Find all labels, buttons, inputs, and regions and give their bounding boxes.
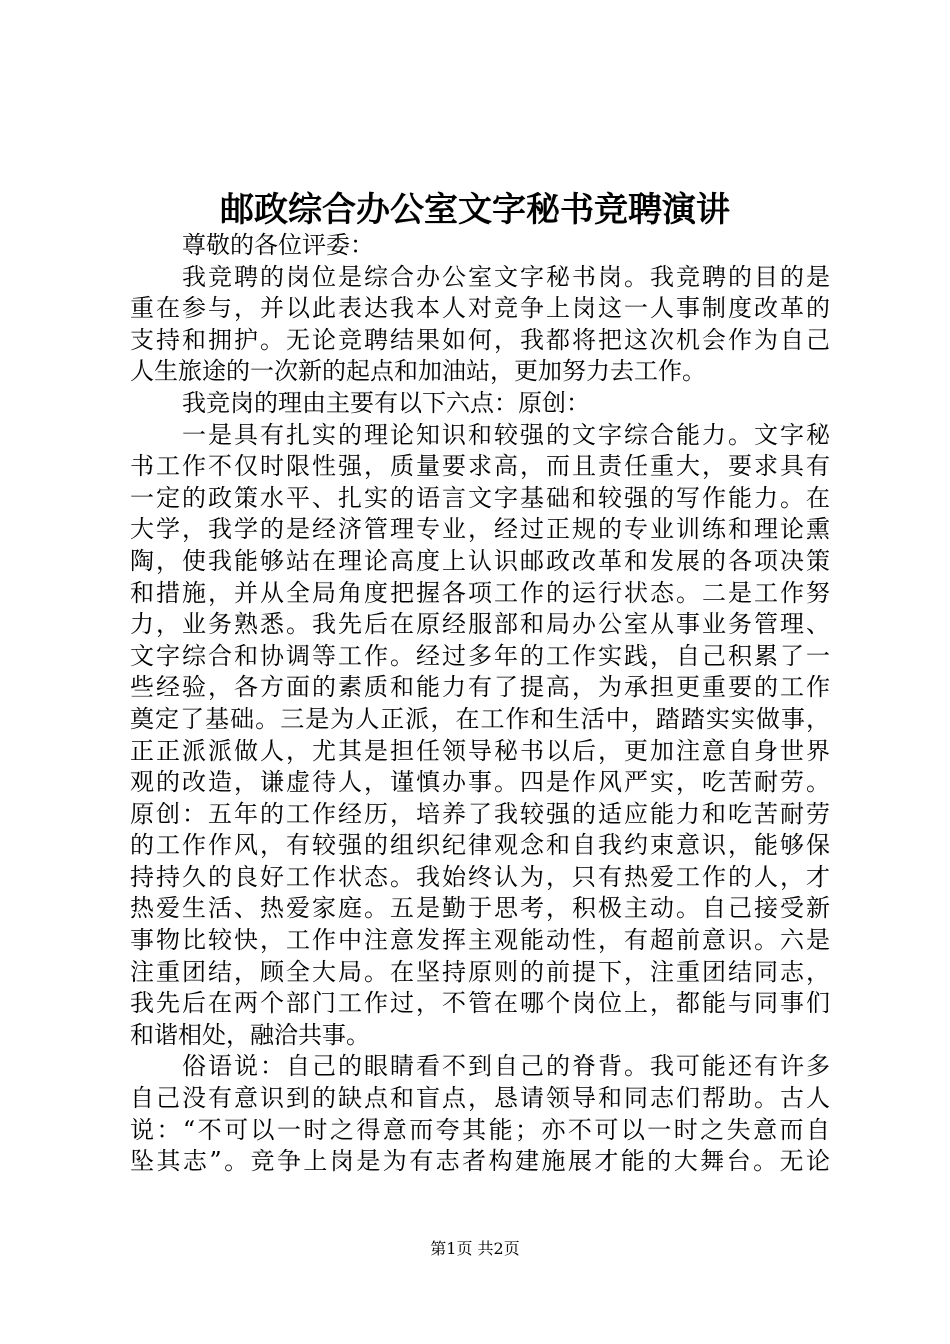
text-line: 文字综合和协调等工作。经过多年的工作实践，自己积累了一	[130, 641, 830, 670]
text-line: 观的改造，谦虚待人，谨慎办事。四是作风严实，吃苦耐劳。	[130, 768, 830, 797]
text-line: 一定的政策水平、扎实的语言文字基础和较强的写作能力。在	[130, 483, 830, 512]
text-line: 重在参与，并以此表达我本人对竞争上岗这一人事制度改革的	[130, 294, 830, 323]
text-line: 书工作不仅时限性强，质量要求高，而且责任重大，要求具有	[130, 452, 830, 481]
text-line: 俗语说：自己的眼睛看不到自己的脊背。我可能还有许多	[182, 1052, 830, 1081]
text-line: 我先后在两个部门工作过，不管在哪个岗位上，都能与同事们	[130, 989, 830, 1018]
text-line: 陶，使我能够站在理论高度上认识邮政改革和发展的各项决策	[130, 546, 830, 575]
text-line: 和谐相处，融洽共事。	[130, 1020, 370, 1049]
text-line: 尊敬的各位评委：	[182, 231, 374, 259]
text-line: 的工作作风，有较强的组织纪律观念和自我约束意识，能够保	[130, 831, 830, 860]
text-line: 正正派派做人，尤其是担任领导秘书以后，更加注意自身世界	[130, 736, 830, 765]
text-line: 原创：五年的工作经历，培养了我较强的适应能力和吃苦耐劳	[130, 799, 830, 828]
text-line: 我竞岗的理由主要有以下六点：原创：	[182, 388, 590, 417]
text-line: 力，业务熟悉。我先后在原经服部和局办公室从事业务管理、	[130, 610, 830, 639]
page-footer: 第1页 共2页	[430, 1239, 520, 1258]
text-line: 我竞聘的岗位是综合办公室文字秘书岗。我竞聘的目的是	[182, 262, 830, 291]
text-line: 自己没有意识到的缺点和盲点，恳请领导和同志们帮助。古人	[130, 1084, 830, 1113]
text-line: 奠定了基础。三是为人正派，在工作和生活中，踏踏实实做事，	[130, 704, 830, 733]
document-title: 邮政综合办公室文字秘书竞聘演讲	[220, 190, 730, 230]
text-line: 持持久的良好工作状态。我始终认为，只有热爱工作的人，才	[130, 862, 830, 891]
text-line: 注重团结，顾全大局。在坚持原则的前提下，注重团结同志，	[130, 957, 830, 986]
text-line: 热爱生活、热爱家庭。五是勤于思考，积极主动。自己接受新	[130, 894, 830, 923]
text-line: 和措施，并从全局角度把握各项工作的运行状态。二是工作努	[130, 578, 830, 607]
document-body	[130, 230, 830, 1178]
text-line: 大学，我学的是经济管理专业，经过正规的专业训练和理论熏	[130, 515, 830, 544]
text-line: 支持和拥护。无论竞聘结果如何，我都将把这次机会作为自己	[130, 325, 830, 354]
text-line: 些经验，各方面的素质和能力有了提高，为承担更重要的工作	[130, 673, 830, 702]
text-line: 坠其志”。竞争上岗是为有志者构建施展才能的大舞台。无论	[130, 1147, 830, 1176]
text-line: 人生旅途的一次新的起点和加油站，更加努力去工作。	[130, 357, 706, 386]
text-line: 事物比较快，工作中注意发挥主观能动性，有超前意识。六是	[130, 926, 830, 955]
text-line: 说：“不可以一时之得意而夸其能；亦不可以一时之失意而自	[130, 1115, 830, 1144]
text-line: 一是具有扎实的理论知识和较强的文字综合能力。文字秘	[182, 420, 830, 449]
